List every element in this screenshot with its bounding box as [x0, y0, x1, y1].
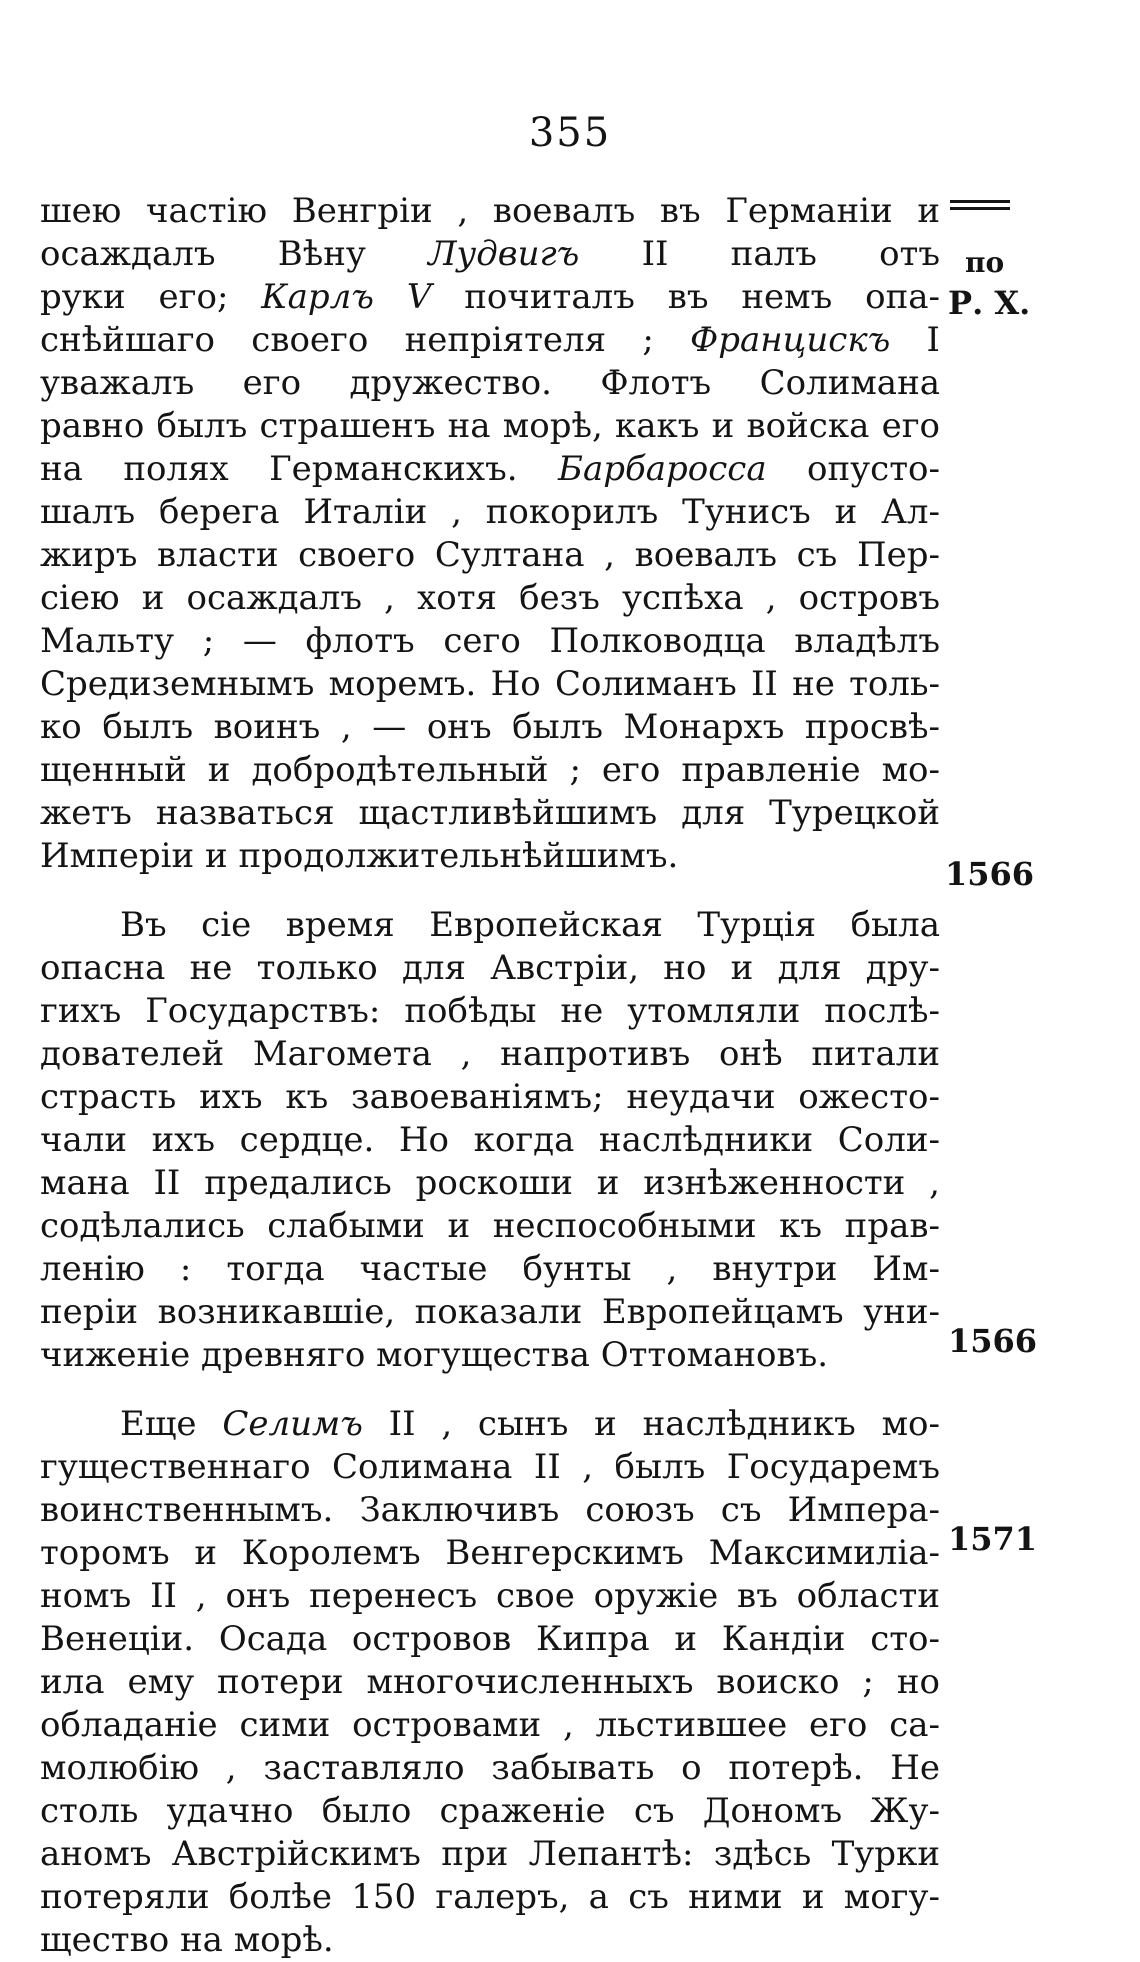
text-line — [40, 904, 940, 947]
text-line — [40, 1876, 940, 1919]
text-run: молюбію , заставляло забывать о потерѣ. Не — [40, 1748, 940, 1788]
text-run: шею частію Венгріи , воевалъ въ Германіи и — [40, 191, 940, 231]
paragraph-2 — [40, 904, 940, 1377]
text-run: Еще — [120, 1404, 223, 1444]
margin-note-rkh: Р. Х. — [948, 284, 1031, 322]
text-line — [40, 319, 940, 362]
text-run: почиталъ въ немъ опа- — [431, 277, 940, 317]
text-run: аномъ Австрійскимъ при Лепантѣ: здѣсь Турки — [40, 1834, 940, 1874]
text-run: воинственнымъ. Заключивъ союзъ съ Импера- — [40, 1490, 940, 1530]
text-line — [40, 706, 940, 749]
italic-name: Селимъ — [222, 1404, 363, 1444]
text-line — [40, 1403, 940, 1446]
text-run: ленію : тогда частые бунты , внутри Им- — [40, 1249, 940, 1289]
text-line — [40, 362, 940, 405]
text-run: Мальту ; — флотъ сего Полководца владѣлъ — [40, 621, 940, 661]
text-line — [40, 792, 940, 835]
text-run: дователей Магомета , напротивъ онѣ питали — [40, 1034, 940, 1074]
text-run: уважалъ его дружество. Флотъ Солимана — [40, 363, 940, 403]
text-run: Средиземнымъ моремъ. Но Солиманъ II не толь- — [40, 664, 940, 704]
text-line — [40, 947, 940, 990]
text-run: щество на морѣ. — [40, 1920, 334, 1960]
text-line — [40, 1119, 940, 1162]
text-line — [40, 1248, 940, 1291]
text-run: жиръ власти своего Султана , воевалъ съ Пер- — [40, 535, 940, 575]
text-run: ко былъ воинъ , — онъ былъ Монархъ просвѣ- — [40, 707, 940, 747]
italic-name: Карлъ V — [261, 277, 432, 317]
text-line — [40, 1833, 940, 1876]
text-run: потеряли болѣе 150 галеръ, а съ ними и могу- — [40, 1877, 940, 1917]
text-run: щенный и добродѣтельный ; его правленіе мо- — [40, 750, 940, 790]
text-line — [40, 1334, 940, 1377]
text-run: гихъ Государствъ: побѣды не утомляли послѣ- — [40, 991, 940, 1031]
paragraph-1 — [40, 190, 940, 878]
text-line — [40, 1575, 940, 1618]
text-run: снѣйшаго своего непріятеля ; — [40, 320, 691, 360]
text-run: номъ II , онъ перенесъ свое оружіе въ области — [40, 1576, 940, 1616]
text-run: опусто- — [766, 449, 940, 489]
text-run: Въ сіе время Европейская Турція была — [120, 905, 940, 945]
text-line — [40, 1076, 940, 1119]
text-line — [40, 534, 940, 577]
text-line — [40, 448, 940, 491]
text-run: чиженіе древняго могущества Оттомановъ. — [40, 1335, 829, 1375]
text-line — [40, 663, 940, 706]
text-run: I — [890, 320, 940, 360]
text-run: Имперіи и продолжительнѣйшимъ. — [40, 836, 679, 876]
text-run: II , сынъ и наслѣдникъ мо- — [362, 1404, 940, 1444]
text-line — [40, 749, 940, 792]
margin-rule — [950, 200, 1010, 210]
text-line — [40, 620, 940, 663]
text-run: страсть ихъ къ завоеваніямъ; неудачи ожесто- — [40, 1077, 940, 1117]
text-line — [40, 1747, 940, 1790]
text-column — [40, 190, 940, 1962]
text-line — [40, 1704, 940, 1747]
text-run: II палъ отъ — [579, 234, 940, 274]
text-line — [40, 1618, 940, 1661]
text-line — [40, 1446, 940, 1489]
text-line — [40, 1532, 940, 1575]
text-run: мана II предались роскоши и изнѣженности , — [40, 1163, 940, 1203]
text-line — [40, 276, 940, 319]
page-number: 355 — [528, 110, 612, 156]
text-line — [40, 835, 940, 878]
italic-name: Францискъ — [690, 320, 891, 360]
text-line — [40, 405, 940, 448]
text-line — [40, 1033, 940, 1076]
text-run: торомъ и Королемъ Венгерскимъ Максимиліа- — [40, 1533, 940, 1573]
text-run: сіею и осаждалъ , хотя безъ успѣха , островъ — [40, 578, 940, 618]
text-line — [40, 1205, 940, 1248]
text-line — [40, 1291, 940, 1334]
text-run: руки его; — [40, 277, 262, 317]
text-line — [40, 1162, 940, 1205]
text-line — [40, 1661, 940, 1704]
text-line — [40, 990, 940, 1033]
italic-name: Барбаросса — [557, 449, 767, 489]
margin-year-2: 1566 — [948, 1322, 1038, 1360]
text-run: на полях Германскихъ. — [40, 449, 558, 489]
text-run: ила ему потери многочисленныхъ воиско ; но — [40, 1662, 940, 1702]
text-run: шалъ берега Италіи , покорилъ Тунисъ и Ал- — [40, 492, 940, 532]
text-run: жетъ назваться щастливѣйшимъ для Турецкой — [40, 793, 940, 833]
margin-note-po: по — [965, 246, 1005, 279]
italic-name: Лудвигъ — [428, 234, 580, 274]
text-line — [40, 491, 940, 534]
text-line — [40, 1489, 940, 1532]
text-run: содѣлались слабыми и неспособными къ прав- — [40, 1206, 940, 1246]
text-run: гущественнаго Солимана II , былъ Государемъ — [40, 1447, 940, 1487]
text-run: равно былъ страшенъ на морѣ, какъ и войска его — [40, 406, 940, 446]
text-run: періи возникавшіе, показали Европейцамъ уни- — [40, 1292, 940, 1332]
paragraph-3 — [40, 1403, 940, 1962]
margin-year-3: 1571 — [948, 1520, 1038, 1558]
margin-year-1: 1566 — [945, 855, 1035, 893]
text-run: чали ихъ сердце. Но когда наслѣдники Соли- — [40, 1120, 940, 1160]
text-run: столь удачно было сраженіе съ Дономъ Жу- — [40, 1791, 940, 1831]
text-line — [40, 233, 940, 276]
text-line — [40, 1790, 940, 1833]
text-run: опасна не только для Австріи, но и для дру- — [40, 948, 940, 988]
text-line — [40, 577, 940, 620]
text-run: Венеціи. Осада островов Кипра и Кандіи сто- — [40, 1619, 940, 1659]
text-line — [40, 190, 940, 233]
text-run: обладаніе сими островами , льстившее его са- — [40, 1705, 940, 1745]
text-line — [40, 1919, 940, 1962]
text-run: осаждалъ Вѣну — [40, 234, 429, 274]
